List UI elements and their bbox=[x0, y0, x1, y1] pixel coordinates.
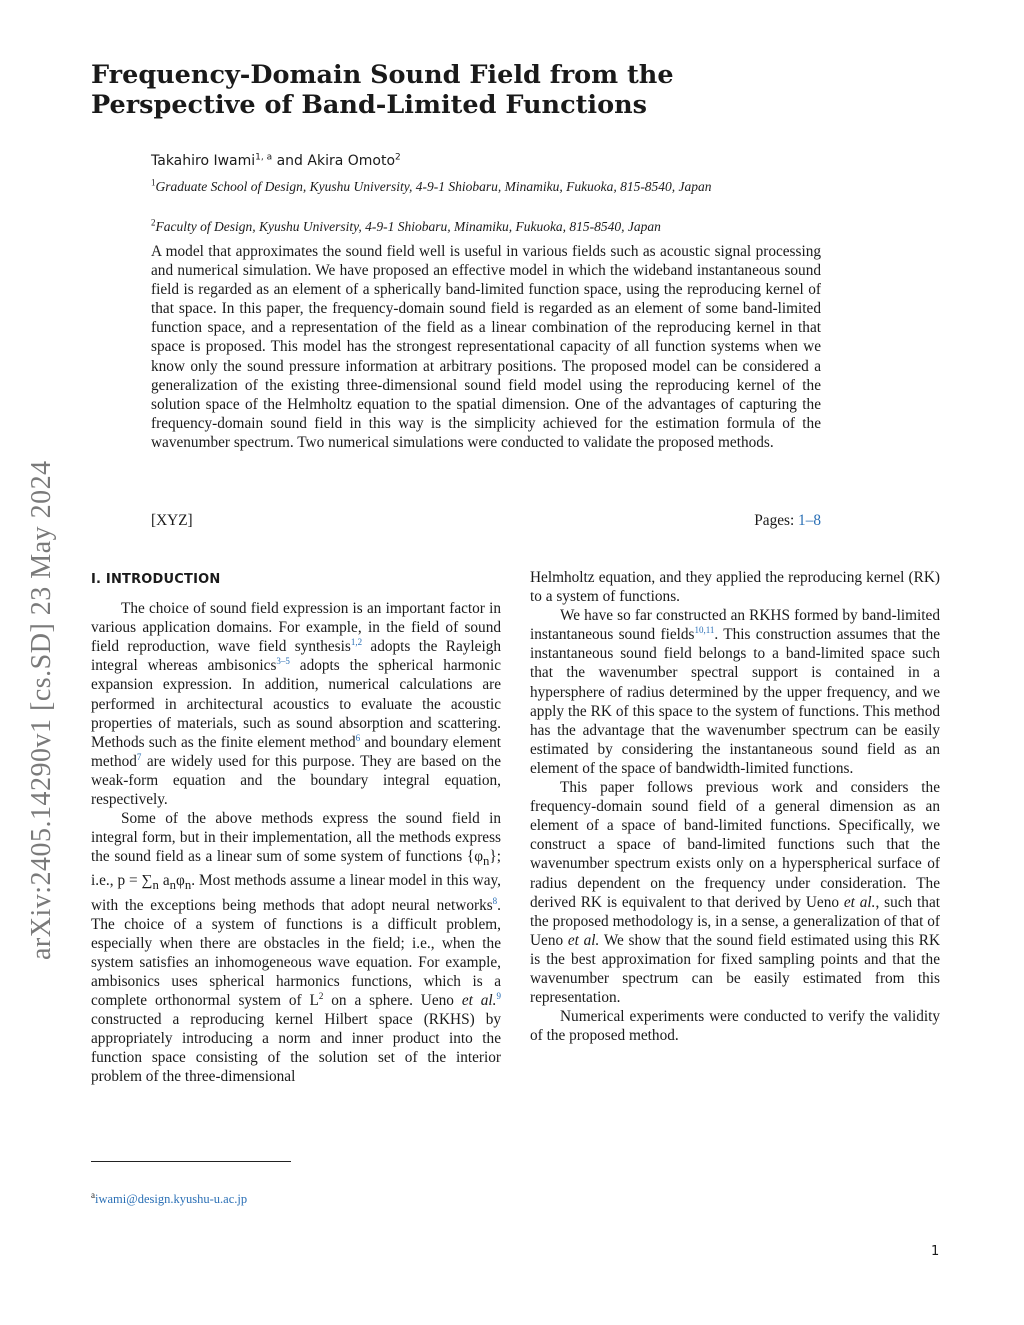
text-run: adopts the spherical harmonic expansion expression. In addition, numerical calculations are performed in architectural acoustics to evaluate the acoustic properties of materials, such as sound absorption and scattering. Methods such as the finite element method bbox=[91, 657, 501, 751]
citation-ref[interactable]: 8 bbox=[492, 895, 498, 906]
footnote bbox=[91, 1189, 248, 1207]
math-superscript: 2 bbox=[318, 990, 324, 1001]
affiliation-1-text: Graduate School of Design, Kyushu University, 4-9-1 Shiobaru, Minamiku, Fukuoka, 815-8540, Japan bbox=[155, 179, 712, 194]
author-2-name: Akira Omoto bbox=[307, 153, 396, 169]
citation-ref[interactable]: 1,2 bbox=[350, 637, 363, 648]
right-column bbox=[530, 568, 940, 1045]
text-run: . The choice of a system of functions is a difficult problem, especially when there are obstacles in the field; i.e., when the system satisfies an inhomogeneous wave equation. For example, ambisonics uses spherical harmonics functions, which is a complete orthonormal system of L bbox=[91, 896, 501, 1010]
text-run: and boundary element method bbox=[91, 733, 501, 770]
author-connector: and bbox=[272, 153, 308, 169]
text-run-italic: et al. bbox=[461, 992, 497, 1010]
right-paragraph-continued: Helmholtz equation, and they applied the reproducing kernel (RK) to a system of functions. bbox=[530, 569, 940, 606]
title-line-2: Perspective of Band-Limited Functions bbox=[91, 90, 647, 120]
text-run: on a sphere. Ueno bbox=[323, 992, 462, 1010]
journal-code: [XYZ] bbox=[151, 512, 193, 529]
arxiv-identifier-stamp: arXiv:2405.14290v1 [cs.SD] 23 May 2024 bbox=[26, 460, 57, 960]
page-range bbox=[754, 512, 821, 530]
intro-paragraph-1 bbox=[91, 599, 501, 809]
affiliation-2-mark: 2 bbox=[151, 217, 156, 228]
title-line-1: Frequency-Domain Sound Field from the bbox=[91, 60, 674, 90]
math-subscript: n bbox=[483, 854, 490, 869]
text-run-italic: et al. bbox=[843, 893, 876, 911]
citation-ref[interactable]: 9 bbox=[496, 990, 501, 1001]
citation-ref[interactable]: 3–5 bbox=[276, 656, 290, 667]
right-paragraph-3: Numerical experiments were conducted to verify the validity of the proposed method. bbox=[530, 1008, 940, 1045]
text-run: , such that the proposed methodology is, in a sense, a generalization of that of Ueno bbox=[530, 893, 940, 949]
text-run: adopts the Rayleigh integral whereas ambisonics bbox=[91, 638, 501, 675]
author-list bbox=[151, 153, 831, 169]
page-number: 1 bbox=[931, 1244, 940, 1259]
math-subscript: n bbox=[169, 878, 176, 893]
section-heading-introduction: I. INTRODUCTION bbox=[91, 572, 221, 587]
intro-paragraph-2 bbox=[91, 809, 501, 1086]
left-column bbox=[91, 568, 501, 1087]
math-subscript: n bbox=[152, 878, 159, 893]
text-run: are widely used for this purpose. They are based on the weak-form equation and the boundary integral equation, respectively. bbox=[91, 752, 501, 809]
text-run-italic: et al. bbox=[567, 931, 600, 949]
footnote-mark: a bbox=[91, 1189, 95, 1200]
citation-ref[interactable]: 10,11 bbox=[694, 625, 715, 636]
text-run: We show that the sound field estimated using this RK is the best approximation for fixed sampling points and that the wavenumber spectrum can be easily estimated from this representation. bbox=[530, 931, 940, 1007]
author-1-marks: 1, a bbox=[255, 152, 273, 163]
text-run: The choice of sound field expression is an important factor in various application domains. For example, in the field of sound field reproduction, wave field synthesis bbox=[91, 600, 501, 656]
text-run: . Most methods assume a linear model in this way, with the exceptions being methods that adopt neural networks bbox=[91, 872, 501, 914]
affiliation-1-mark: 1 bbox=[151, 177, 156, 188]
text-run: This paper follows previous work and considers the frequency-domain sound field of a general dimension as an element of a space of band-limited functions. Specifically, we construct a space of band-limited functions such that the wavenumber spectrum exists only on a hyperspherical surface of radius dependent on the frequency under consideration. The derived RK is equivalent to that derived by Ueno bbox=[530, 779, 940, 911]
pages-label: Pages: bbox=[754, 512, 799, 529]
text-run: We have so far constructed an RKHS formed by band-limited instantaneous sound fields bbox=[530, 607, 940, 644]
abstract: A model that approximates the sound field well is useful in various fields such as acoustic signal processing and numerical simulation. We have proposed an effective model in which the wideband instantaneous sound field is regarded as an element of a spherically band-limited function space, using the reproducing kernel of that space. In this paper, the frequency-domain sound field is regarded as an element of some band-limited function space, and a representation of the field as a linear combination of the reproducing kernel in that space is proposed. This model has the strongest representational capacity of all function systems when we know only the sound pressure information at arbitrary positions. The proposed model can be considered a generalization of the existing three-dimensional sound field model using the reproducing kernel of the solution space of the Helmholtz equation to the spatial dimension. One of the advantages of capturing the frequency-domain sound field in this way is the simplicity achieved for the estimation formula of the wavenumber spectrum. Two numerical simulations were conducted to validate the proposed methods. bbox=[151, 243, 821, 451]
text-run: constructed a reproducing kernel Hilbert space (RKHS) by appropriately introducing a norm and inner product into the function space consisting of the solution set of the interior problem of the three-dimensional bbox=[91, 1011, 501, 1086]
right-paragraph-2 bbox=[530, 778, 940, 1007]
text-run: Some of the above methods express the sound field in integral form, but in their implementation, all the methods express the sound field as a linear sum of some system of functions {φ bbox=[91, 810, 501, 866]
footnote-divider bbox=[91, 1161, 291, 1162]
affiliation-1 bbox=[151, 177, 831, 196]
text-run: . This construction assumes that the instantaneous sound field belongs to a band-limited space such that the wavenumber spectral support is contained in a hypersphere of radius determined by the upper frequency, and we apply the RK of this space to the system of functions. This method has the advantage that the wavenumber spectrum can be easily estimated by considering the instantaneous sound field as an element of the space of bandwidth-limited functions. bbox=[530, 626, 941, 777]
math-subscript: n bbox=[184, 878, 192, 893]
citation-ref[interactable]: 6 bbox=[355, 732, 361, 743]
paper-title bbox=[91, 60, 791, 120]
right-paragraph-1 bbox=[530, 606, 940, 778]
affiliation-2-text: Faculty of Design, Kyushu University, 4-9-1 Shiobaru, Minamiku, Fukuoka, 815-8540, Japan bbox=[155, 219, 661, 234]
affiliation-2 bbox=[151, 217, 831, 236]
text-run: φ bbox=[176, 872, 185, 890]
pages-range-link[interactable]: 1–8 bbox=[798, 512, 821, 529]
text-run: a bbox=[158, 872, 170, 890]
author-email-link[interactable]: iwami@design.kyushu-u.ac.jp bbox=[95, 1192, 248, 1206]
text-run: }; i.e., p = ∑ bbox=[91, 848, 501, 890]
citation-ref[interactable]: 7 bbox=[136, 751, 142, 762]
author-2-marks: 2 bbox=[395, 152, 401, 163]
author-1-name: Takahiro Iwami bbox=[151, 153, 256, 169]
